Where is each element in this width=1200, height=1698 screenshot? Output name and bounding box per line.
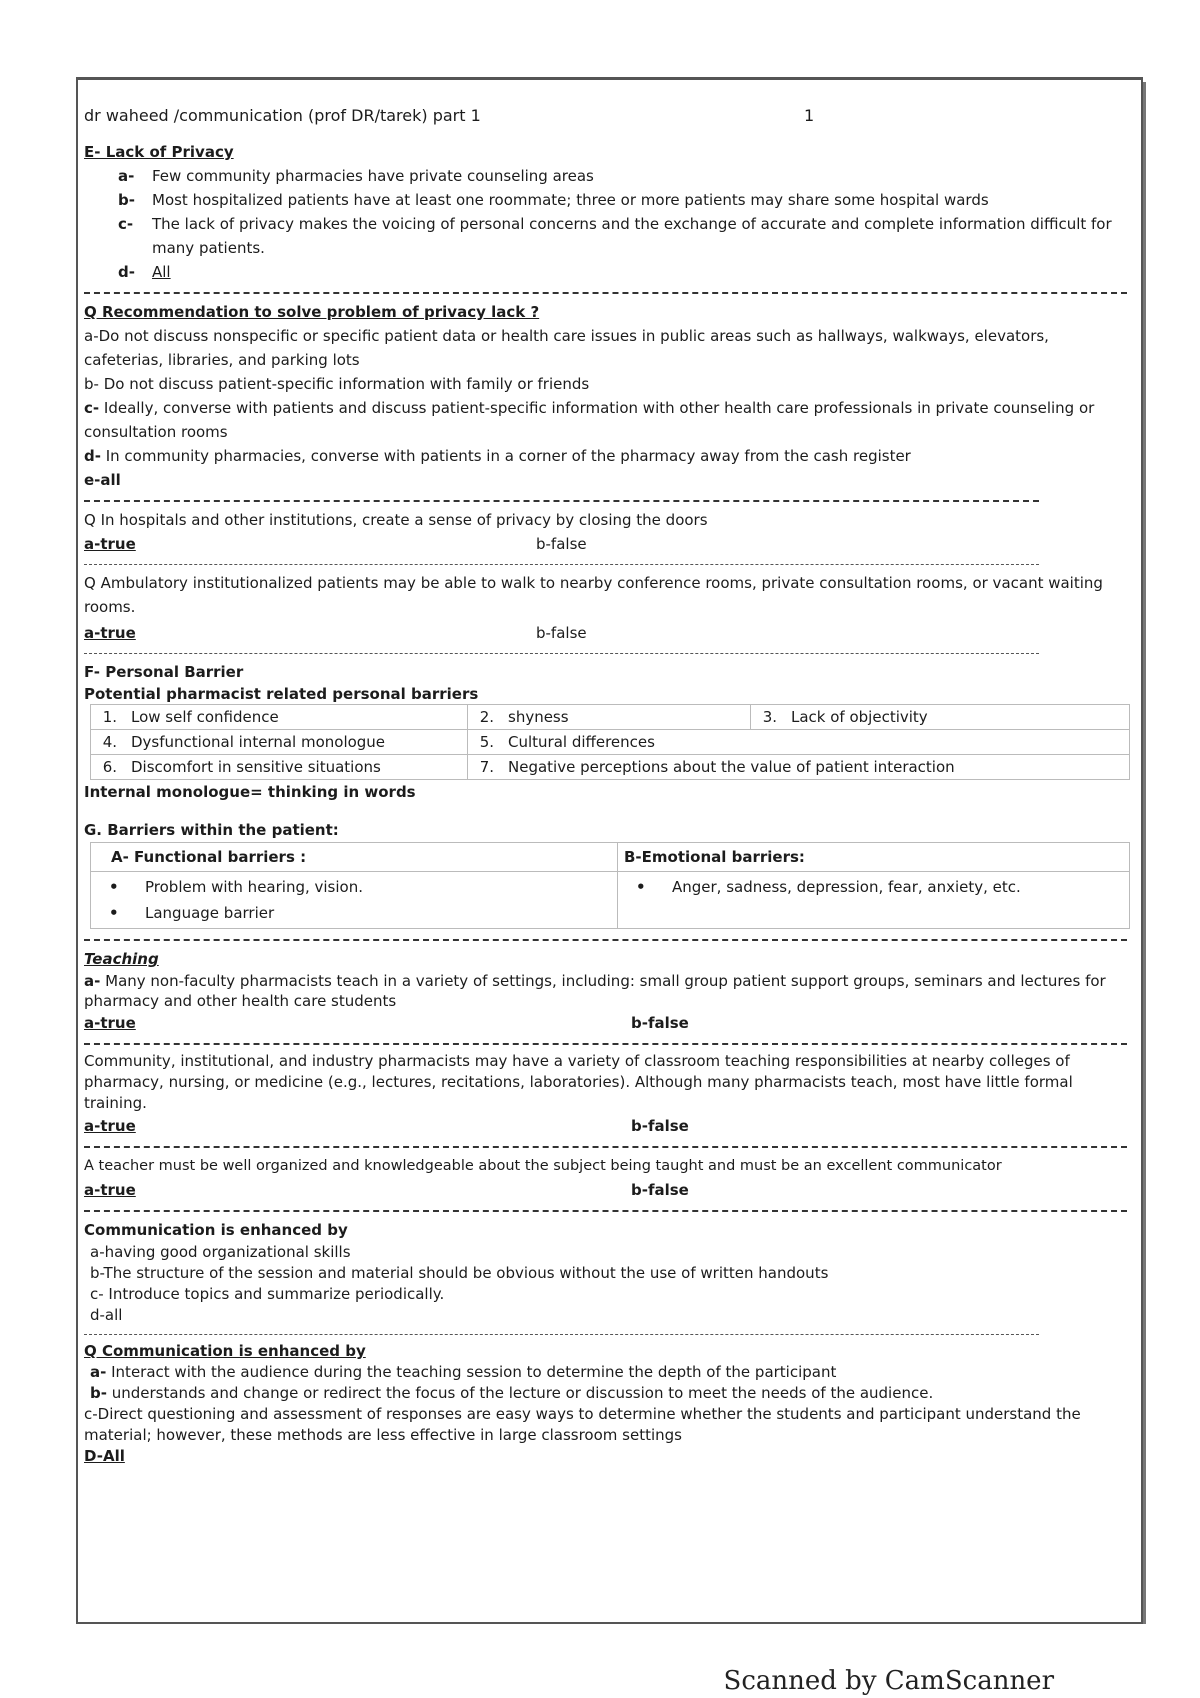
- divider: [84, 564, 1039, 565]
- divider: [84, 1334, 1039, 1335]
- list-item: • Problem with hearing, vision.: [109, 878, 363, 896]
- list-item: b-The structure of the session and material should be obvious without the use of written handouts: [90, 1264, 829, 1282]
- patient-barriers-table: [90, 842, 1130, 929]
- answer-false: b-false: [631, 1014, 689, 1032]
- question-teacher: [84, 1154, 1127, 1202]
- divider: [84, 653, 1039, 654]
- divider: [84, 1043, 1127, 1045]
- answer-line-a: a- Interact with the audience during the teaching session to determine the depth of the participant: [90, 1363, 837, 1381]
- true-false-options: [84, 1178, 1127, 1202]
- list-item: • Language barrier: [109, 904, 275, 922]
- answer-line-b: b- Do not discuss patient-specific information with family or friends: [84, 375, 590, 393]
- answer-line-d: d- In community pharmacies, converse with patients in a corner of the pharmacy away from the cash register: [84, 447, 911, 465]
- answer-false: b-false: [631, 1117, 689, 1135]
- section-title: G. Barriers within the patient:: [84, 821, 339, 839]
- list-item: a-having good organizational skills: [90, 1243, 351, 1261]
- section-lack-of-privacy: [84, 140, 1127, 284]
- true-false-options: [84, 532, 1127, 556]
- table-row: 4. Dysfunctional internal monologue 5. Cultural differences: [91, 730, 1130, 755]
- option-c: c- The lack of privacy makes the voicing of personal concerns and the exchange of accurate and complete information difficult for many patients.: [118, 215, 1112, 257]
- true-false-options: [84, 621, 1127, 645]
- answer-key: D-All: [84, 1447, 125, 1465]
- section-teaching: [84, 947, 1127, 1035]
- answer-line-a: a-Do not discuss nonspecific or specific patient data or health care issues in public areas such as hallways, walkways, elevators, cafeterias, libraries, and parking lots: [84, 327, 1049, 369]
- table-row: 6. Discomfort in sensitive situations 7. Negative perceptions about the value of patient interaction: [91, 755, 1130, 780]
- answer-true: a-true: [84, 624, 136, 642]
- answer-false: b-false: [536, 624, 587, 642]
- section-communication-enhanced: [84, 1218, 1127, 1326]
- document-frame: [76, 77, 1143, 1624]
- list-item: • Anger, sadness, depression, fear, anxiety, etc.: [636, 878, 1021, 896]
- divider: [84, 500, 1039, 502]
- question-text: Q Ambulatory institutionalized patients may be able to walk to nearby conference rooms, private consultation rooms, or vacant waiting rooms.: [84, 574, 1103, 616]
- question-text: Community, institutional, and industry pharmacists may have a variety of classroom teaching responsibilities at nearby colleges of pharmacy, nursing, or medicine (e.g., lectures, recitations, laboratories). Although many pharmacists teach, most have little formal training.: [84, 1052, 1073, 1112]
- answer-true: a-true: [84, 1117, 136, 1135]
- page-number: 1: [804, 105, 815, 125]
- true-false-options: [84, 1011, 1127, 1035]
- answer-line-b: b- understands and change or redirect the focus of the lecture or discussion to meet the needs of the audience.: [90, 1384, 934, 1402]
- question-title: Q Communication is enhanced by: [84, 1342, 366, 1360]
- answer-false: b-false: [631, 1181, 689, 1199]
- divider: [84, 1210, 1127, 1212]
- list-item: d-all: [90, 1306, 123, 1324]
- section-title: Teaching: [84, 950, 159, 968]
- answer-true: a-true: [84, 1014, 136, 1032]
- scanner-watermark: Scanned by CamScanner: [723, 1666, 1054, 1696]
- table-row: 1. Low self confidence 2. shyness 3. Lack of objectivity: [91, 705, 1130, 730]
- list-item: c- Introduce topics and summarize periodically.: [90, 1285, 445, 1303]
- true-false-options: [84, 1114, 1127, 1138]
- answer-line-c: c- Ideally, converse with patients and discuss patient-specific information with other health care professionals in private counseling or consultation rooms: [84, 399, 1095, 441]
- option-b: b- Most hospitalized patients have at least one roommate; three or more patients may share some hospital wards: [118, 191, 989, 209]
- section-recommendation: [84, 300, 1127, 492]
- section-personal-barrier: [84, 660, 1127, 804]
- functional-header: A- Functional barriers :: [91, 843, 618, 872]
- page-header: [84, 100, 1127, 130]
- personal-barriers-table: [90, 704, 1130, 780]
- section-patient-barriers: [84, 818, 1127, 929]
- section-title: F- Personal Barrier: [84, 663, 244, 681]
- answer-true: a-true: [84, 1181, 136, 1199]
- section-title: E- Lack of Privacy: [84, 143, 234, 161]
- question-text: A teacher must be well organized and knowledgeable about the subject being taught and must be an excellent communicator: [84, 1158, 1002, 1174]
- definition-note: Internal monologue= thinking in words: [84, 783, 416, 801]
- option-d: d- All: [118, 263, 171, 281]
- question-communication-enhanced: [84, 1341, 1127, 1467]
- section-subtitle: Potential pharmacist related personal barriers: [84, 685, 479, 703]
- emotional-list: [618, 872, 1130, 929]
- answer-line-c: c-Direct questioning and assessment of responses are easy ways to determine whether the students and participant understand the material; however, these methods are less effective in large classroom settings: [84, 1405, 1081, 1444]
- divider: [84, 1146, 1127, 1148]
- answer-true: a-true: [84, 535, 136, 553]
- functional-list: [91, 872, 618, 929]
- answer-key: e-all: [84, 471, 121, 489]
- question-text: Q In hospitals and other institutions, create a sense of privacy by closing the doors: [84, 511, 708, 529]
- document-title: dr waheed /communication (prof DR/tarek) part 1: [84, 105, 481, 125]
- option-a: a- Few community pharmacies have private counseling areas: [118, 167, 594, 185]
- question-text: a- Many non-faculty pharmacists teach in a variety of settings, including: small group patient support groups, seminars and lectures for pharmacy and other health care students: [84, 972, 1106, 1010]
- question-ambulatory: [84, 571, 1127, 645]
- divider: [84, 292, 1127, 294]
- question-doors: [84, 508, 1127, 556]
- question-title: Q Recommendation to solve problem of privacy lack ?: [84, 303, 540, 321]
- emotional-header: B-Emotional barriers:: [618, 843, 1130, 872]
- section-title: Communication is enhanced by: [84, 1221, 348, 1239]
- question-community: [84, 1051, 1127, 1138]
- divider: [84, 939, 1127, 941]
- answer-false: b-false: [536, 535, 587, 553]
